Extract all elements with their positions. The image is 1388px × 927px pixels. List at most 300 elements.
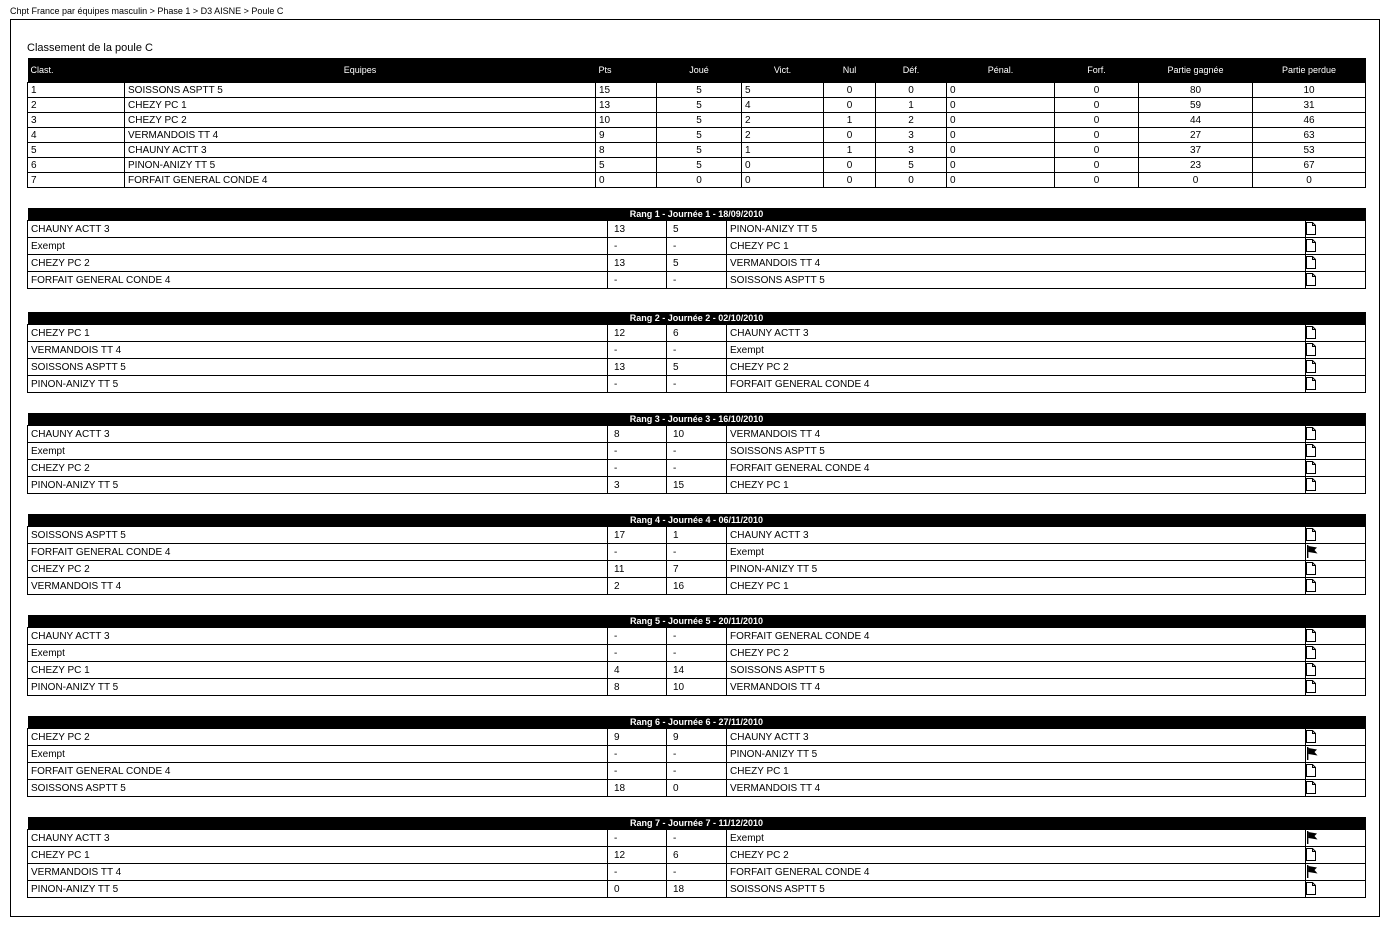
away-score: 5	[667, 359, 727, 376]
match-row	[28, 255, 1366, 272]
home-score: -	[608, 864, 667, 881]
away-score: 9	[667, 729, 727, 746]
match-row	[28, 746, 1366, 763]
home-team: CHAUNY ACTT 3	[28, 221, 608, 238]
away-score: -	[667, 544, 727, 561]
away-team: CHEZY PC 2	[727, 847, 1306, 864]
away-score: 1	[667, 527, 727, 544]
match-sheet-cell	[1306, 359, 1366, 376]
table-row	[28, 128, 1366, 143]
row-pts: 9	[596, 128, 657, 143]
away-team: Exempt	[727, 544, 1306, 561]
away-score: -	[667, 272, 727, 289]
row-rank: 7	[28, 173, 125, 188]
match-row	[28, 763, 1366, 780]
row-forfeits: 0	[1055, 143, 1139, 158]
row-games-won: 27	[1139, 128, 1253, 143]
match-row	[28, 460, 1366, 477]
col-header-pts: Pts	[596, 58, 657, 83]
row-draws: 0	[824, 158, 876, 173]
row-losses: 0	[876, 173, 947, 188]
match-sheet-cell	[1306, 645, 1366, 662]
away-team: CHEZY PC 1	[727, 238, 1306, 255]
row-rank: 6	[28, 158, 125, 173]
document-icon[interactable]	[1306, 478, 1316, 491]
home-team: Exempt	[28, 238, 608, 255]
row-wins: 1	[742, 143, 824, 158]
home-score: 13	[608, 359, 667, 376]
match-row	[28, 780, 1366, 797]
document-icon[interactable]	[1306, 781, 1316, 794]
row-penalties: 0	[947, 173, 1055, 188]
home-score: -	[608, 342, 667, 359]
row-wins: 2	[742, 128, 824, 143]
row-draws: 0	[824, 83, 876, 98]
round-table	[27, 716, 1366, 797]
row-pts: 0	[596, 173, 657, 188]
away-team: VERMANDOIS TT 4	[727, 679, 1306, 696]
row-played: 5	[657, 83, 742, 98]
home-score: 11	[608, 561, 667, 578]
match-sheet-cell	[1306, 881, 1366, 898]
row-team: CHEZY PC 2	[125, 113, 596, 128]
document-icon[interactable]	[1306, 273, 1316, 286]
document-icon[interactable]	[1306, 646, 1316, 659]
match-row	[28, 527, 1366, 544]
round-title: Rang 3 - Journée 3 - 16/10/2010	[28, 413, 1366, 426]
away-score: 15	[667, 477, 727, 494]
match-sheet-cell	[1306, 477, 1366, 494]
row-losses: 5	[876, 158, 947, 173]
standings-table	[27, 58, 1366, 188]
match-row	[28, 645, 1366, 662]
row-played: 5	[657, 143, 742, 158]
round-table	[27, 615, 1366, 696]
away-team: CHAUNY ACTT 3	[727, 729, 1306, 746]
away-team: FORFAIT GENERAL CONDE 4	[727, 376, 1306, 393]
match-sheet-cell	[1306, 342, 1366, 359]
home-score: 13	[608, 255, 667, 272]
row-penalties: 0	[947, 143, 1055, 158]
col-header-partie-gagnee: Partie gagnée	[1139, 58, 1253, 83]
match-row	[28, 628, 1366, 645]
home-team: CHEZY PC 2	[28, 561, 608, 578]
standings-header-row	[28, 58, 1366, 83]
row-rank: 2	[28, 98, 125, 113]
row-forfeits: 0	[1055, 83, 1139, 98]
away-score: 18	[667, 881, 727, 898]
away-team: Exempt	[727, 342, 1306, 359]
row-team: VERMANDOIS TT 4	[125, 128, 596, 143]
away-team: CHAUNY ACTT 3	[727, 527, 1306, 544]
away-team: SOISSONS ASPTT 5	[727, 881, 1306, 898]
row-forfeits: 0	[1055, 173, 1139, 188]
away-score: -	[667, 342, 727, 359]
home-score: -	[608, 376, 667, 393]
home-team: CHAUNY ACTT 3	[28, 830, 608, 847]
document-icon[interactable]	[1306, 629, 1316, 642]
row-games-lost: 67	[1253, 158, 1366, 173]
row-pts: 10	[596, 113, 657, 128]
flag-icon[interactable]	[1306, 747, 1316, 760]
flag-icon[interactable]	[1306, 865, 1316, 878]
round-table	[27, 208, 1366, 289]
away-score: 5	[667, 255, 727, 272]
home-score: 18	[608, 780, 667, 797]
document-icon[interactable]	[1306, 663, 1316, 676]
round-title: Rang 4 - Journée 4 - 06/11/2010	[28, 514, 1366, 527]
away-team: VERMANDOIS TT 4	[727, 255, 1306, 272]
round-table	[27, 413, 1366, 494]
row-games-won: 37	[1139, 143, 1253, 158]
document-icon[interactable]	[1306, 579, 1316, 592]
away-score: 14	[667, 662, 727, 679]
home-team: PINON-ANIZY TT 5	[28, 376, 608, 393]
home-team: PINON-ANIZY TT 5	[28, 881, 608, 898]
match-row	[28, 679, 1366, 696]
document-icon[interactable]	[1306, 764, 1316, 777]
home-score: 12	[608, 325, 667, 342]
away-team: Exempt	[727, 830, 1306, 847]
match-row	[28, 578, 1366, 595]
match-row	[28, 221, 1366, 238]
away-team: PINON-ANIZY TT 5	[727, 746, 1306, 763]
breadcrumb: Chpt France par équipes masculin > Phase 1 > D3 AISNE > Poule C	[10, 6, 284, 16]
round-table	[27, 514, 1366, 595]
away-score: -	[667, 238, 727, 255]
row-games-won: 59	[1139, 98, 1253, 113]
away-score: 7	[667, 561, 727, 578]
row-forfeits: 0	[1055, 158, 1139, 173]
flag-icon[interactable]	[1306, 831, 1316, 844]
row-penalties: 0	[947, 113, 1055, 128]
row-forfeits: 0	[1055, 98, 1139, 113]
row-pts: 8	[596, 143, 657, 158]
match-sheet-cell	[1306, 729, 1366, 746]
away-score: -	[667, 830, 727, 847]
home-score: 4	[608, 662, 667, 679]
away-score: 0	[667, 780, 727, 797]
match-row	[28, 561, 1366, 578]
document-icon[interactable]	[1306, 461, 1316, 474]
home-score: -	[608, 443, 667, 460]
row-wins: 0	[742, 158, 824, 173]
row-games-lost: 31	[1253, 98, 1366, 113]
row-games-lost: 0	[1253, 173, 1366, 188]
document-icon[interactable]	[1306, 256, 1316, 269]
away-team: CHAUNY ACTT 3	[727, 325, 1306, 342]
row-rank: 1	[28, 83, 125, 98]
row-team: SOISSONS ASPTT 5	[125, 83, 596, 98]
away-team: CHEZY PC 2	[727, 645, 1306, 662]
match-row	[28, 443, 1366, 460]
table-row	[28, 143, 1366, 158]
match-sheet-cell	[1306, 578, 1366, 595]
away-score: 6	[667, 325, 727, 342]
away-score: -	[667, 763, 727, 780]
match-sheet-cell	[1306, 864, 1366, 881]
away-score: 10	[667, 426, 727, 443]
away-score: -	[667, 460, 727, 477]
table-row	[28, 173, 1366, 188]
home-score: -	[608, 746, 667, 763]
away-team: CHEZY PC 1	[727, 578, 1306, 595]
home-team: SOISSONS ASPTT 5	[28, 527, 608, 544]
row-wins: 2	[742, 113, 824, 128]
row-draws: 1	[824, 143, 876, 158]
row-forfeits: 0	[1055, 113, 1139, 128]
away-team: FORFAIT GENERAL CONDE 4	[727, 864, 1306, 881]
row-team: CHAUNY ACTT 3	[125, 143, 596, 158]
row-played: 5	[657, 128, 742, 143]
home-team: CHEZY PC 1	[28, 325, 608, 342]
away-team: PINON-ANIZY TT 5	[727, 221, 1306, 238]
home-team: CHAUNY ACTT 3	[28, 426, 608, 443]
document-icon[interactable]	[1306, 360, 1316, 373]
document-icon[interactable]	[1306, 882, 1316, 895]
row-pts: 15	[596, 83, 657, 98]
row-games-lost: 46	[1253, 113, 1366, 128]
row-played: 5	[657, 158, 742, 173]
home-team: SOISSONS ASPTT 5	[28, 780, 608, 797]
document-icon[interactable]	[1306, 848, 1316, 861]
col-header-forf: Forf.	[1055, 58, 1139, 83]
home-team: SOISSONS ASPTT 5	[28, 359, 608, 376]
row-forfeits: 0	[1055, 128, 1139, 143]
row-losses: 3	[876, 128, 947, 143]
match-sheet-cell	[1306, 272, 1366, 289]
row-draws: 0	[824, 128, 876, 143]
home-score: 17	[608, 527, 667, 544]
match-sheet-cell	[1306, 325, 1366, 342]
match-row	[28, 238, 1366, 255]
row-wins: 4	[742, 98, 824, 113]
away-team: FORFAIT GENERAL CONDE 4	[727, 460, 1306, 477]
row-team: CHEZY PC 1	[125, 98, 596, 113]
row-rank: 3	[28, 113, 125, 128]
home-team: CHEZY PC 2	[28, 255, 608, 272]
round-title: Rang 5 - Journée 5 - 20/11/2010	[28, 615, 1366, 628]
col-header-partie-perdue: Partie perdue	[1253, 58, 1366, 83]
round-table	[27, 817, 1366, 898]
home-team: Exempt	[28, 746, 608, 763]
match-sheet-cell	[1306, 561, 1366, 578]
row-penalties: 0	[947, 98, 1055, 113]
match-row	[28, 881, 1366, 898]
match-row	[28, 325, 1366, 342]
home-score: -	[608, 544, 667, 561]
row-penalties: 0	[947, 158, 1055, 173]
document-icon[interactable]	[1306, 444, 1316, 457]
row-games-won: 80	[1139, 83, 1253, 98]
away-team: CHEZY PC 2	[727, 359, 1306, 376]
away-team: CHEZY PC 1	[727, 763, 1306, 780]
away-team: PINON-ANIZY TT 5	[727, 561, 1306, 578]
round-title: Rang 2 - Journée 2 - 02/10/2010	[28, 312, 1366, 325]
round-title: Rang 7 - Journée 7 - 11/12/2010	[28, 817, 1366, 830]
home-score: 9	[608, 729, 667, 746]
match-sheet-cell	[1306, 221, 1366, 238]
home-score: 2	[608, 578, 667, 595]
row-played: 5	[657, 113, 742, 128]
home-team: CHEZY PC 2	[28, 460, 608, 477]
home-team: Exempt	[28, 645, 608, 662]
match-row	[28, 272, 1366, 289]
row-losses: 3	[876, 143, 947, 158]
row-rank: 5	[28, 143, 125, 158]
row-wins: 0	[742, 173, 824, 188]
match-sheet-cell	[1306, 460, 1366, 477]
col-header-nul: Nul	[824, 58, 876, 83]
match-row	[28, 847, 1366, 864]
document-icon[interactable]	[1306, 343, 1316, 356]
row-games-won: 44	[1139, 113, 1253, 128]
match-row	[28, 477, 1366, 494]
match-sheet-cell	[1306, 255, 1366, 272]
row-games-won: 23	[1139, 158, 1253, 173]
match-sheet-cell	[1306, 527, 1366, 544]
away-team: SOISSONS ASPTT 5	[727, 272, 1306, 289]
match-sheet-cell	[1306, 780, 1366, 797]
col-header-penal: Pénal.	[947, 58, 1055, 83]
home-team: CHEZY PC 1	[28, 662, 608, 679]
home-team: VERMANDOIS TT 4	[28, 864, 608, 881]
document-icon[interactable]	[1306, 528, 1316, 541]
match-row	[28, 830, 1366, 847]
document-icon[interactable]	[1306, 680, 1316, 693]
match-sheet-cell	[1306, 426, 1366, 443]
home-team: CHEZY PC 2	[28, 729, 608, 746]
row-games-lost: 10	[1253, 83, 1366, 98]
document-icon[interactable]	[1306, 222, 1316, 235]
home-score: -	[608, 830, 667, 847]
table-row	[28, 98, 1366, 113]
row-rank: 4	[28, 128, 125, 143]
row-pts: 13	[596, 98, 657, 113]
away-team: SOISSONS ASPTT 5	[727, 662, 1306, 679]
table-row	[28, 83, 1366, 98]
home-team: Exempt	[28, 443, 608, 460]
away-score: -	[667, 376, 727, 393]
home-team: CHEZY PC 1	[28, 847, 608, 864]
away-score: 5	[667, 221, 727, 238]
away-team: FORFAIT GENERAL CONDE 4	[727, 628, 1306, 645]
match-sheet-cell	[1306, 376, 1366, 393]
home-score: -	[608, 628, 667, 645]
home-team: PINON-ANIZY TT 5	[28, 477, 608, 494]
round-title: Rang 6 - Journée 6 - 27/11/2010	[28, 716, 1366, 729]
document-icon[interactable]	[1306, 730, 1316, 743]
away-team: VERMANDOIS TT 4	[727, 780, 1306, 797]
home-score: 12	[608, 847, 667, 864]
away-team: CHEZY PC 1	[727, 477, 1306, 494]
away-score: 16	[667, 578, 727, 595]
document-icon[interactable]	[1306, 326, 1316, 339]
col-header-def: Déf.	[876, 58, 947, 83]
away-score: 10	[667, 679, 727, 696]
row-pts: 5	[596, 158, 657, 173]
match-sheet-cell	[1306, 628, 1366, 645]
row-losses: 2	[876, 113, 947, 128]
row-penalties: 0	[947, 128, 1055, 143]
match-sheet-cell	[1306, 238, 1366, 255]
match-row	[28, 359, 1366, 376]
row-played: 0	[657, 173, 742, 188]
row-games-lost: 63	[1253, 128, 1366, 143]
match-sheet-cell	[1306, 544, 1366, 561]
away-team: SOISSONS ASPTT 5	[727, 443, 1306, 460]
match-sheet-cell	[1306, 662, 1366, 679]
match-row	[28, 342, 1366, 359]
away-score: 6	[667, 847, 727, 864]
match-sheet-cell	[1306, 746, 1366, 763]
table-row	[28, 113, 1366, 128]
match-sheet-cell	[1306, 847, 1366, 864]
match-row	[28, 376, 1366, 393]
away-score: -	[667, 645, 727, 662]
match-row	[28, 426, 1366, 443]
row-wins: 5	[742, 83, 824, 98]
home-team: FORFAIT GENERAL CONDE 4	[28, 272, 608, 289]
row-games-won: 0	[1139, 173, 1253, 188]
row-team: PINON-ANIZY TT 5	[125, 158, 596, 173]
match-row	[28, 864, 1366, 881]
home-score: 8	[608, 426, 667, 443]
home-score: -	[608, 238, 667, 255]
document-icon[interactable]	[1306, 562, 1316, 575]
row-losses: 0	[876, 83, 947, 98]
round-title: Rang 1 - Journée 1 - 18/09/2010	[28, 208, 1366, 221]
row-draws: 1	[824, 113, 876, 128]
match-sheet-cell	[1306, 763, 1366, 780]
away-score: -	[667, 628, 727, 645]
home-score: -	[608, 645, 667, 662]
home-team: FORFAIT GENERAL CONDE 4	[28, 544, 608, 561]
match-row	[28, 662, 1366, 679]
home-score: -	[608, 272, 667, 289]
page-title: Classement de la poule C	[27, 42, 153, 54]
home-team: FORFAIT GENERAL CONDE 4	[28, 763, 608, 780]
col-header-joue: Joué	[657, 58, 742, 83]
col-header-equipes: Equipes	[125, 58, 596, 83]
row-draws: 0	[824, 98, 876, 113]
row-games-lost: 53	[1253, 143, 1366, 158]
flag-icon[interactable]	[1306, 545, 1316, 558]
away-score: -	[667, 864, 727, 881]
document-icon[interactable]	[1306, 427, 1316, 440]
col-header-clast: Clast.	[28, 58, 125, 83]
home-score: 0	[608, 881, 667, 898]
home-team: PINON-ANIZY TT 5	[28, 679, 608, 696]
home-team: VERMANDOIS TT 4	[28, 578, 608, 595]
match-sheet-cell	[1306, 443, 1366, 460]
row-played: 5	[657, 98, 742, 113]
row-penalties: 0	[947, 83, 1055, 98]
away-team: VERMANDOIS TT 4	[727, 426, 1306, 443]
away-score: -	[667, 746, 727, 763]
document-icon[interactable]	[1306, 377, 1316, 390]
home-score: 13	[608, 221, 667, 238]
home-score: -	[608, 763, 667, 780]
home-score: 3	[608, 477, 667, 494]
match-sheet-cell	[1306, 830, 1366, 847]
home-score: 8	[608, 679, 667, 696]
table-row	[28, 158, 1366, 173]
document-icon[interactable]	[1306, 239, 1316, 252]
match-sheet-cell	[1306, 679, 1366, 696]
match-row	[28, 544, 1366, 561]
row-draws: 0	[824, 173, 876, 188]
